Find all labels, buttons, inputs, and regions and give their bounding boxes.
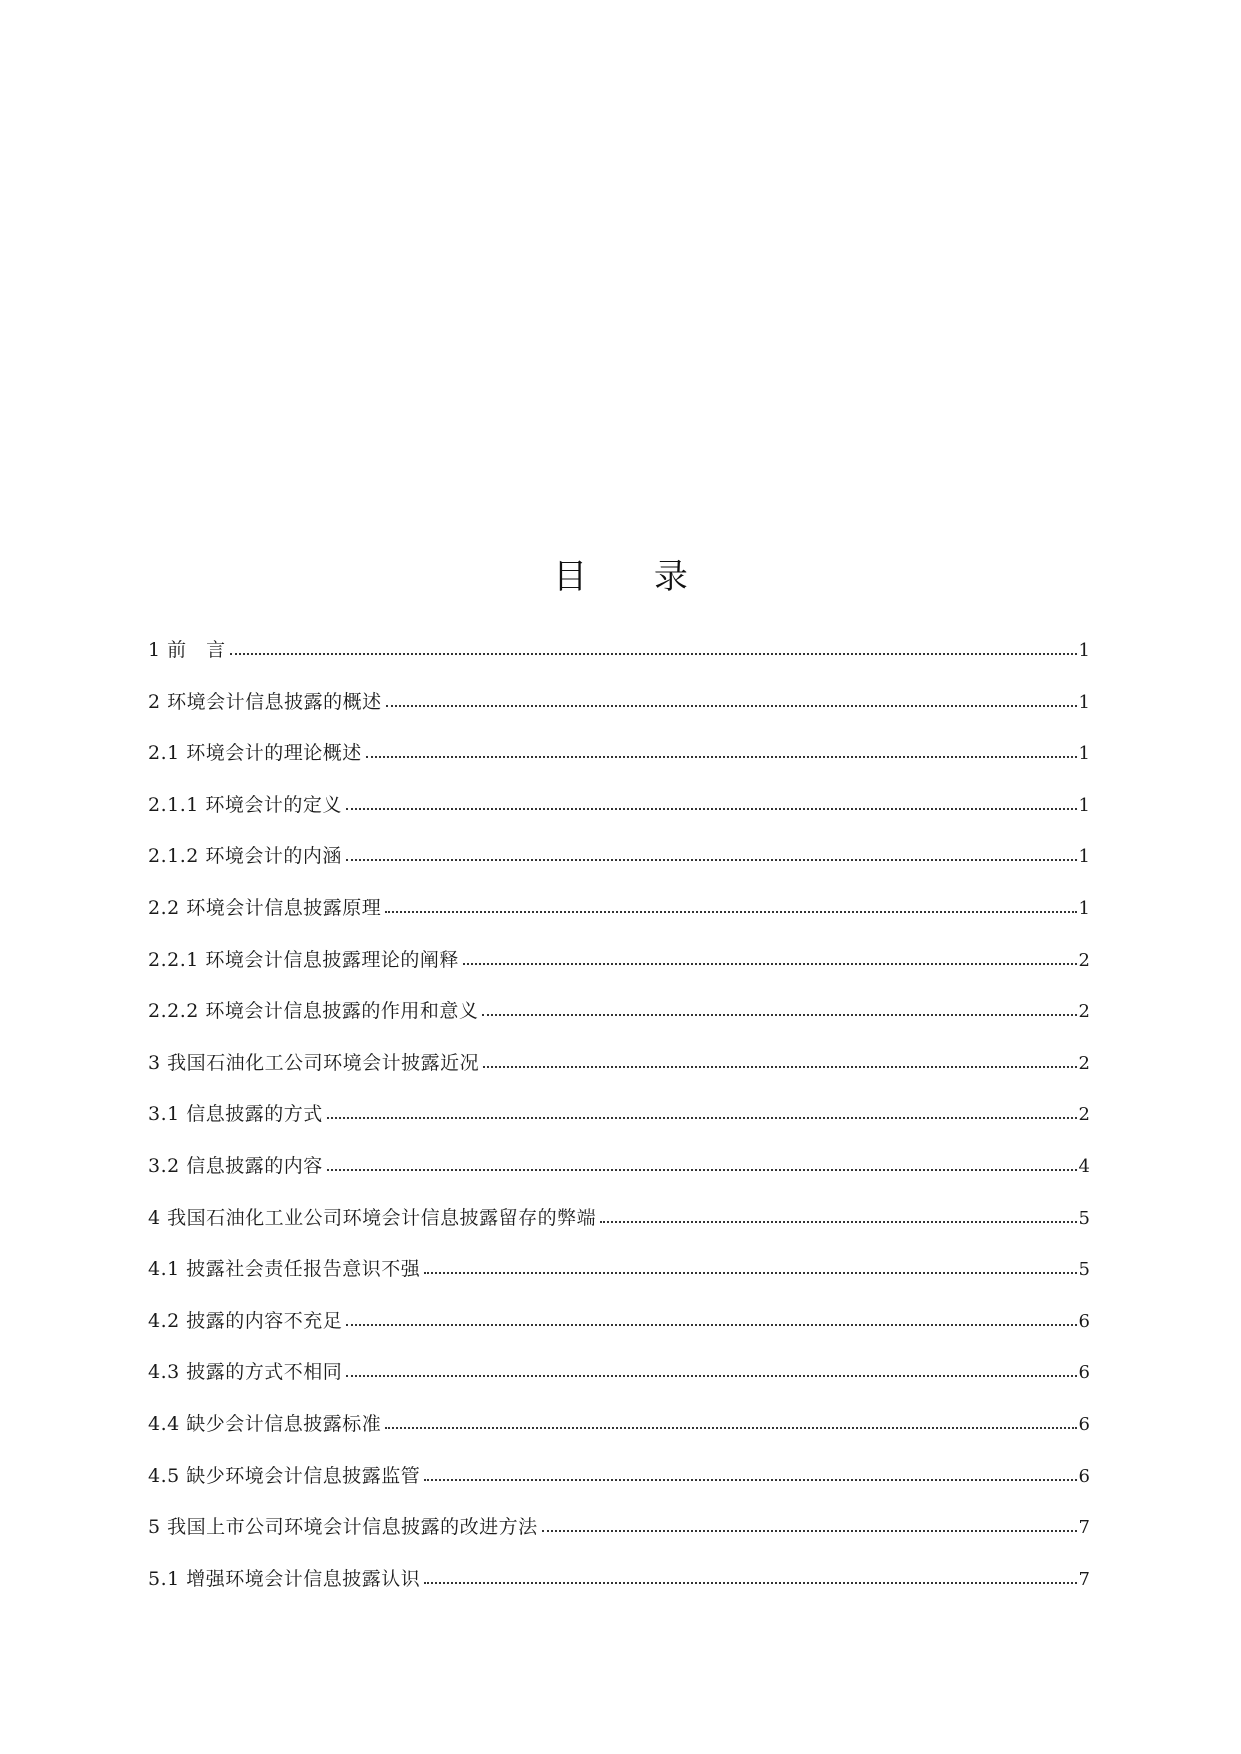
toc-entry[interactable] [148, 1089, 1090, 1141]
toc-page-number: 2 [1078, 949, 1090, 971]
toc-page-number: 5 [1078, 1259, 1090, 1281]
toc-dot-leader [483, 1066, 1076, 1068]
toc-page-number: 6 [1078, 1413, 1090, 1435]
toc-page-number: 1 [1078, 691, 1090, 713]
toc-entry-label: 5.1 增强环境会计信息披露认识 [148, 1567, 421, 1590]
toc-entry-label: 4.5 缺少环境会计信息披露监管 [148, 1464, 421, 1487]
toc-page-number: 4 [1078, 1155, 1090, 1177]
toc-entry[interactable] [148, 1038, 1090, 1090]
toc-entry-label: 2.1 环境会计的理论概述 [148, 742, 362, 765]
toc-page-number: 1 [1078, 794, 1090, 816]
toc-dot-leader [482, 1014, 1076, 1016]
toc-entry-label: 2 环境会计信息披露的概述 [148, 690, 382, 713]
toc-entry[interactable] [148, 1141, 1090, 1193]
toc-entry[interactable] [148, 1296, 1090, 1348]
toc-page-number: 5 [1078, 1207, 1090, 1229]
toc-entry[interactable] [148, 1347, 1090, 1399]
toc-entry-label: 2.2 环境会计信息披露原理 [148, 896, 382, 919]
toc-entry[interactable] [148, 935, 1090, 987]
toc-entry[interactable] [148, 728, 1090, 780]
toc-dot-leader [385, 911, 1076, 913]
toc-entry[interactable] [148, 780, 1090, 832]
toc-entry-label: 4.1 披露社会责任报告意识不强 [148, 1258, 421, 1281]
toc-page-number: 1 [1078, 640, 1090, 661]
table-of-contents [148, 625, 1090, 1605]
toc-entry[interactable] [148, 1193, 1090, 1245]
toc-entry[interactable] [148, 625, 1090, 677]
toc-entry-label: 3.1 信息披露的方式 [148, 1103, 323, 1126]
toc-dot-leader [463, 963, 1077, 965]
toc-entry-label: 4 我国石油化工业公司环境会计信息披露留存的弊端 [148, 1206, 597, 1229]
toc-entry-label: 4.2 披露的内容不充足 [148, 1309, 343, 1332]
toc-dot-leader [600, 1221, 1076, 1223]
toc-page-number: 7 [1078, 1568, 1090, 1590]
toc-entry[interactable] [148, 883, 1090, 935]
toc-entry-label: 2.2.2 环境会计信息披露的作用和意义 [148, 1000, 479, 1023]
toc-entry-label: 1 前 言 [148, 639, 226, 661]
toc-dot-leader [346, 1375, 1076, 1377]
toc-page-number: 6 [1078, 1310, 1090, 1332]
toc-page-number: 7 [1078, 1517, 1090, 1539]
toc-dot-leader [542, 1530, 1077, 1532]
toc-dot-leader [424, 1272, 1076, 1274]
toc-entry-label: 5 我国上市公司环境会计信息披露的改进方法 [148, 1516, 538, 1539]
toc-entry[interactable] [148, 1554, 1090, 1606]
toc-entry-label: 2.1.1 环境会计的定义 [148, 793, 342, 816]
toc-page-number: 2 [1078, 1001, 1090, 1023]
toc-dot-leader [366, 756, 1077, 758]
page-title: 目 录 [553, 557, 716, 597]
toc-dot-leader [386, 705, 1077, 707]
toc-entry-label: 4.4 缺少会计信息披露标准 [148, 1412, 382, 1435]
toc-dot-leader [327, 1117, 1077, 1119]
toc-entry[interactable] [148, 986, 1090, 1038]
toc-page-number: 1 [1078, 897, 1090, 919]
toc-dot-leader [424, 1582, 1076, 1584]
toc-entry-label: 3 我国石油化工公司环境会计披露近况 [148, 1051, 480, 1074]
toc-entry-label: 4.3 披露的方式不相同 [148, 1361, 343, 1384]
toc-entry[interactable] [148, 831, 1090, 883]
toc-dot-leader [346, 808, 1077, 810]
toc-page-number: 2 [1078, 1052, 1090, 1074]
toc-dot-leader [230, 653, 1077, 655]
toc-page-number: 1 [1078, 743, 1090, 765]
toc-page-number: 1 [1078, 846, 1090, 868]
toc-dot-leader [346, 859, 1077, 861]
toc-page-number: 2 [1078, 1104, 1090, 1126]
toc-entry[interactable] [148, 1399, 1090, 1451]
toc-entry[interactable] [148, 1451, 1090, 1503]
toc-entry[interactable] [148, 677, 1090, 729]
toc-dot-leader [385, 1427, 1076, 1429]
toc-dot-leader [327, 1169, 1077, 1171]
toc-dot-leader [346, 1324, 1076, 1326]
toc-entry-label: 2.2.1 环境会计信息披露理论的阐释 [148, 948, 459, 971]
toc-entry[interactable] [148, 1244, 1090, 1296]
toc-entry[interactable] [148, 1502, 1090, 1554]
toc-entry-label: 3.2 信息披露的内容 [148, 1154, 323, 1177]
toc-dot-leader [424, 1479, 1076, 1481]
toc-page-number: 6 [1078, 1362, 1090, 1384]
toc-entry-label: 2.1.2 环境会计的内涵 [148, 845, 342, 868]
toc-page-number: 6 [1078, 1465, 1090, 1487]
